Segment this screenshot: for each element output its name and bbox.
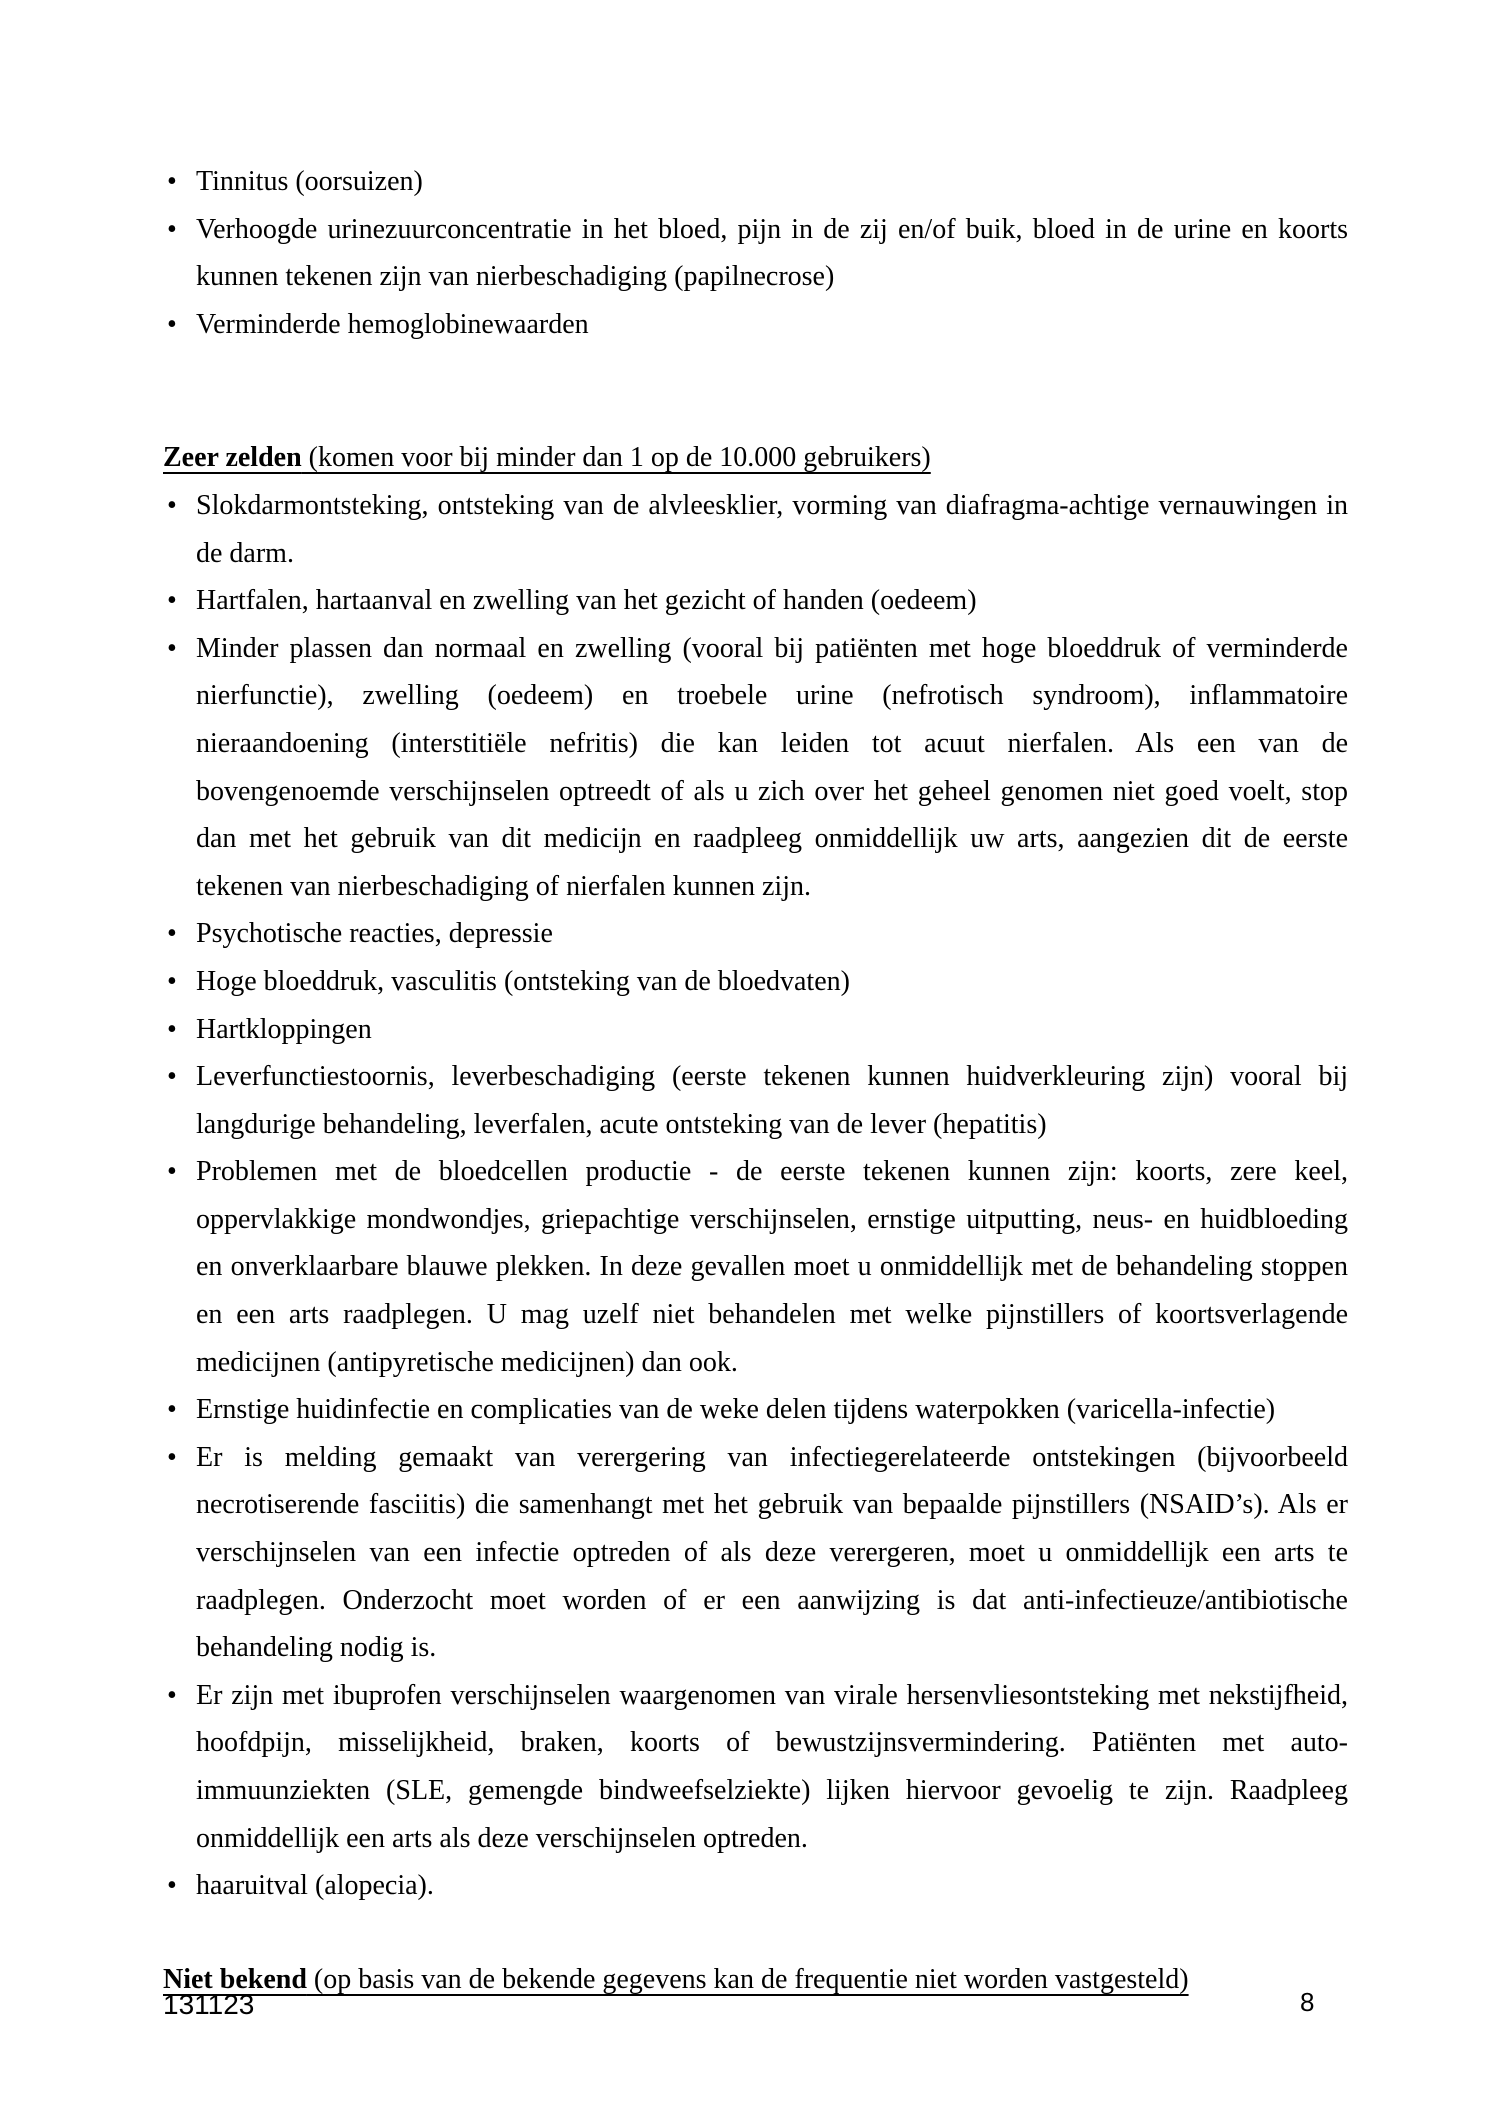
list-item-text: Verhoogde urinezuurconcentratie in het bloed, pijn in de zij en/of buik, bloed in de urine en koorts kunnen tekenen zijn van nierbeschadiging (papilnecrose): [196, 213, 1348, 293]
bullet-icon: •: [167, 965, 177, 997]
list-item: [163, 1006, 1348, 1054]
bullet-icon: •: [167, 489, 177, 521]
list-item-text: Leverfunctiestoornis, leverbeschadiging (eerste tekenen kunnen huidverkleuring zijn) vooral bij langdurige behandeling, leverfalen, acute ontsteking van de lever (hepatitis): [196, 1061, 1348, 1140]
list-item-text: Psychotische reacties, depressie: [196, 918, 553, 950]
list-item-text: Tinnitus (oorsuizen): [196, 166, 423, 197]
list-item-text: Ernstige huidinfectie en complicaties van de weke delen tijdens waterpokken (varicella-infectie): [196, 1394, 1276, 1426]
bullet-icon: •: [167, 166, 177, 197]
list-item-text: Er zijn met ibuprofen verschijnselen waargenomen van virale hersenvliesontsteking met nekstijfheid, hoofdpijn, misselijkheid, braken, koorts of bewustzijnsvermindering. Patiënten met auto-immuunziekten (SLE, gemengde bindweefselziekte) lijken hiervoor gevoelig te zijn. Raadpleeg onmiddellijk een arts als deze verschijnselen optreden.: [196, 1679, 1348, 1854]
not-known-frequency-heading: [163, 1956, 1348, 2004]
bullet-icon: •: [167, 918, 177, 950]
bullet-icon: •: [167, 632, 177, 664]
bullet-icon: •: [167, 1394, 177, 1426]
list-item-text: Hartfalen, hartaanval en zwelling van het gezicht of handen (oedeem): [196, 585, 977, 617]
list-item: [163, 482, 1348, 577]
bullet-icon: •: [167, 1061, 177, 1093]
heading-term: Zeer zelden: [163, 442, 302, 474]
bullet-icon: •: [167, 1013, 177, 1045]
list-item: [163, 158, 1348, 206]
document-body: [163, 158, 1348, 2003]
list-item: [163, 1148, 1348, 1386]
list-item-text: Slokdarmontsteking, ontsteking van de alvleesklier, vorming van diafragma-achtige vernauwingen in de darm.: [196, 489, 1348, 569]
list-item-text: Hoge bloeddruk, vasculitis (ontsteking van de bloedvaten): [196, 965, 850, 997]
list-item: [163, 1862, 1348, 1910]
list-item-text: haaruitval (alopecia).: [196, 1870, 434, 1902]
list-item: [163, 1386, 1348, 1434]
page-number: 8: [1300, 1987, 1315, 2017]
bullet-icon: •: [167, 1441, 177, 1473]
list-item: [163, 206, 1348, 301]
bullet-icon: •: [167, 308, 177, 340]
list-item: [163, 1053, 1348, 1148]
heading-term: Niet bekend: [163, 1963, 307, 1995]
list-item-text: Er is melding gemaakt van verergering van infectiegerelateerde ontstekingen (bijvoorbeeld necrotiserende fasciitis) die samenhangt met het gebruik van bepaalde pijnstillers (NSAID’s). Als er verschijnselen van een infectie optreden of als deze verergeren, moet u onmiddellijk een arts te raadplegen. Onderzocht moet worden of er een aanwijzing is dat anti-infectieuze/antibiotische behandeling nodig is.: [196, 1441, 1348, 1664]
bullet-icon: •: [167, 1870, 177, 1902]
bullet-icon: •: [167, 585, 177, 617]
document-code: 131123: [163, 1989, 255, 2020]
list-item: [163, 910, 1348, 958]
list-item: [163, 625, 1348, 911]
list-item: [163, 1434, 1348, 1672]
heading-description: (komen voor bij minder dan 1 op de 10.000 gebruikers): [301, 442, 931, 474]
list-item-text: Minder plassen dan normaal en zwelling (vooral bij patiënten met hoge bloeddruk of verminderde nierfunctie), zwelling (oedeem) en troebele urine (nefrotisch syndroom), inflammatoire nieraandoening (interstitiële nefritis) die kan leiden tot acuut nierfalen. Als een van de bovengenoemde verschijnselen optreedt of als u zich over het geheel genomen niet goed voelt, stop dan met het gebruik van dit medicijn en raadpleeg onmiddellijk uw arts, aangezien dit de eerste tekenen van nierbeschadiging of nierfalen kunnen zijn.: [196, 632, 1348, 902]
list-item-text: Verminderde hemoglobinewaarden: [196, 308, 589, 340]
list-item-text: Problemen met de bloedcellen productie - de eerste tekenen kunnen zijn: koorts, zere keel, oppervlakkige mondwondjes, griepachtige verschijnselen, ernstige uitputting, neus- en huidbloeding en onverklaarbare blauwe plekken. In deze gevallen moet u onmiddellijk met de behandeling stoppen en een arts raadplegen. U mag uzelf niet behandelen met welke pijnstillers of koortsverlagende medicijnen (antipyretische medicijnen) dan ook.: [196, 1156, 1348, 1378]
list-item-text: Hartkloppingen: [196, 1013, 372, 1045]
heading-description: (op basis van de bekende gegevens kan de frequentie niet worden vastgesteld): [306, 1963, 1189, 1995]
very-rare-frequency-heading: [163, 434, 1348, 482]
very-rare-side-effects-list: [163, 482, 1348, 1910]
list-item: [163, 1672, 1348, 1862]
bullet-icon: •: [167, 1156, 177, 1188]
list-item: [163, 577, 1348, 625]
bullet-icon: •: [167, 1679, 177, 1711]
bullet-icon: •: [167, 213, 177, 245]
rare-side-effects-list: [163, 158, 1348, 348]
list-item: [163, 301, 1348, 349]
list-item: [163, 958, 1348, 1006]
